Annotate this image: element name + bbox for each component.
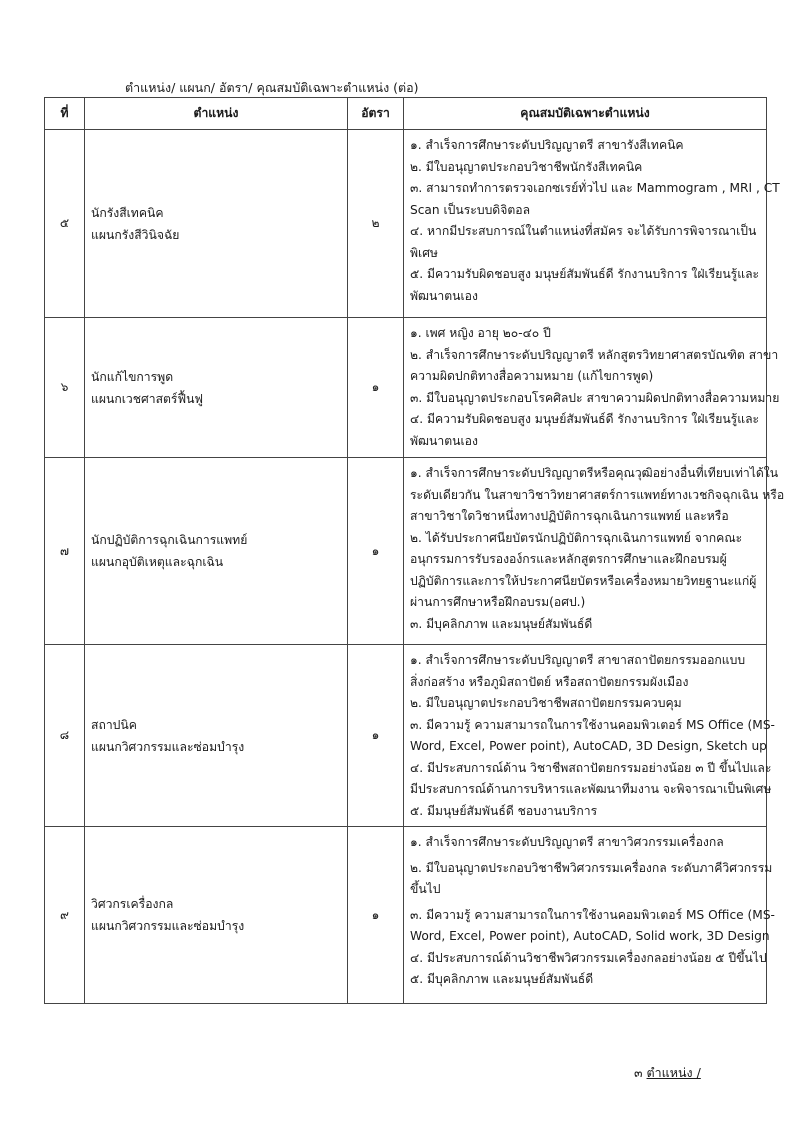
qualification-line: ระดับเดียวกัน ในสาขาวิชาวิทยาศาสตร์การแพทย์ทางเวชกิจฉุกเฉิน หรือ (410, 487, 785, 502)
qualification-line: ๑. สำเร็จการศึกษาระดับปริญญาตรี สาขารังสีเทคนิค (410, 138, 684, 152)
table-row (45, 458, 767, 645)
qualification-line: ๔. หากมีประสบการณ์ในตำแหน่งที่สมัคร จะได้รับการพิจารณาเป็น (410, 224, 757, 238)
qualifications-cell (404, 645, 775, 827)
row-number: ๘ (45, 645, 85, 827)
header-position: ตำแหน่ง (85, 98, 348, 130)
department-name: แผนกรังสีวินิจฉัย (91, 227, 180, 242)
qualification-line: ๓. สามารถทำการตรวจเอกซเรย์ทั่วไป และ Mammogram , MRI , CT (410, 181, 780, 195)
qualification-line: ๔. มีความรับผิดชอบสูง มนุษย์สัมพันธ์ดี รักงานบริการ ใฝ่เรียนรู้และ (410, 412, 760, 426)
qualification-line: ๒. มีใบอนุญาตประกอบวิชาชีพวิศวกรรมเครื่องกล ระดับภาคีวิศวกรรม (410, 860, 773, 875)
qualification-line: ๓. มีบุคลิกภาพ และมนุษย์สัมพันธ์ดี (410, 616, 593, 631)
position-cell (85, 645, 348, 827)
qualification-line: ขึ้นไป (410, 882, 441, 896)
qualification-line: ๒. สำเร็จการศึกษาระดับปริญญาตรี หลักสูตรวิทยาศาสตรบัณฑิต สาขา (410, 347, 779, 362)
header-no: ที่ (45, 98, 85, 130)
qualification-line: ๕. มีมนุษย์สัมพันธ์ดี ชอบงานบริการ (410, 803, 598, 818)
rate-cell: ๑ (348, 318, 404, 458)
qualification-line: ๕. มีความรับผิดชอบสูง มนุษย์สัมพันธ์ดี รักงานบริการ ใฝ่เรียนรู้และ (410, 267, 760, 281)
rate-cell: ๒ (348, 130, 404, 318)
position-cell (85, 318, 348, 458)
position-title: นักรังสีเทคนิค (91, 205, 164, 220)
row-number: ๖ (45, 318, 85, 458)
qualification-line: พิเศษ (410, 245, 438, 260)
rate-cell: ๑ (348, 458, 404, 645)
position-cell (85, 130, 348, 318)
table-row (45, 130, 767, 318)
position-title: สถาปนิค (91, 717, 137, 732)
header-rate: อัตรา (348, 98, 404, 130)
rate-cell: ๑ (348, 827, 404, 1004)
footer-number: ๓ (634, 1065, 643, 1080)
qualification-line: มีประสบการณ์ด้านการบริหารและพัฒนาทีมงาน จะพิจารณาเป็นพิเศษ (410, 782, 772, 796)
qualification-line: อนุกรรมการรับรององ์กรและหลักสูตรการศึกษาและฝึกอบรมผู้ (410, 552, 727, 566)
department-name: แผนกอุบัติเหตุและฉุกเฉิน (91, 555, 224, 569)
position-title: วิศวกรเครื่องกล (91, 897, 174, 911)
position-cell (85, 827, 348, 1004)
page-header: ตำแหน่ง/ แผนก/ อัตรา/ คุณสมบัติเฉพาะตำแหน่ง (ต่อ) (125, 80, 419, 95)
rate-cell: ๑ (348, 645, 404, 827)
positions-table (44, 97, 785, 1004)
continuation-note (634, 1063, 701, 1083)
footer-continuation-link[interactable]: ตำแหน่ง / (646, 1065, 701, 1080)
qualifications-cell (404, 318, 780, 458)
qualification-line: ๔. มีประสบการณ์ด้าน วิชาชีพสถาปัตยกรรมอย่างน้อย ๓ ปี ขึ้นไปและ (410, 760, 772, 775)
table-row (45, 827, 767, 1004)
qualification-line: พัฒนาตนเอง (410, 433, 478, 448)
qualification-line: ๑. สำเร็จการศึกษาระดับปริญญาตรี สาขาสถาปัตยกรรมออกแบบ (410, 653, 746, 667)
qualification-line: ความผิดปกติทางสื่อความหมาย (แก้ไขการพูด) (410, 369, 654, 383)
position-title: นักปฏิบัติการฉุกเฉินการแพทย์ (91, 533, 248, 547)
qualification-line: ๓. มีความรู้ ความสามารถในการใช้งานคอมพิวเตอร์ MS Office (MS- (410, 717, 775, 732)
qualification-line: ๓. มีความรู้ ความสามารถในการใช้งานคอมพิวเตอร์ MS Office (MS- (410, 907, 775, 922)
qualifications-cell (404, 130, 780, 318)
header-qualifications: คุณสมบัติเฉพาะตำแหน่ง (404, 98, 767, 130)
row-number: ๙ (45, 827, 85, 1004)
qualification-line: ๒. มีใบอนุญาตประกอบวิชาชีพนักรังสีเทคนิค (410, 159, 643, 174)
qualification-line: ผ่านการศึกษาหรือฝึกอบรม(อศป.) (410, 595, 586, 609)
qualification-line: สิ่งก่อสร้าง หรือภูมิสถาปัตย์ หรือสถาปัตยกรรมผังเมือง (410, 674, 689, 689)
table-row (45, 645, 767, 827)
qualification-line: ปฏิบัติการและการให้ประกาศนียบัตรหรือเครื่องหมายวิทยฐานะแก่ผู้ (410, 573, 757, 588)
qualification-line: ๑. สำเร็จการศึกษาระดับปริญญาตรี สาขาวิศวกรรมเครื่องกล (410, 835, 724, 849)
qualification-line: ๔. มีประสบการณ์ด้านวิชาชีพวิศวกรรมเครื่องกลอย่างน้อย ๕ ปีขึ้นไป (410, 950, 767, 965)
qualification-line: สาขาวิชาใดวิชาหนึ่งทางปฏิบัติการฉุกเฉินการแพทย์ และหรือ (410, 509, 729, 523)
qualification-line: ๒. ได้รับประกาศนียบัตรนักปฏิบัติการฉุกเฉินการแพทย์ จากคณะ (410, 530, 743, 545)
department-name: แผนกวิศวกรรมและซ่อมบำรุง (91, 919, 245, 933)
row-number: ๕ (45, 130, 85, 318)
qualification-line: ๓. มีใบอนุญาตประกอบโรคศิลปะ สาขาความผิดปกติทางสื่อความหมาย (410, 390, 780, 405)
department-name: แผนกวิศวกรรมและซ่อมบำรุง (91, 739, 245, 754)
table-header-row (45, 98, 767, 130)
row-number: ๗ (45, 458, 85, 645)
qualification-line: ๑. สำเร็จการศึกษาระดับปริญญาตรีหรือคุณวุฒิอย่างอื่นที่เทียบเท่าได้ใน (410, 466, 779, 480)
qualifications-cell (404, 827, 775, 1004)
qualifications-cell (404, 458, 785, 645)
qualification-line: Scan เป็นระบบดิจิตอล (410, 202, 531, 217)
qualification-line: Word, Excel, Power point), AutoCAD, 3D Design, Sketch up (410, 739, 767, 753)
qualification-line: Word, Excel, Power point), AutoCAD, Solid work, 3D Design (410, 929, 770, 943)
table-row (45, 318, 767, 458)
department-name: แผนกเวชศาสตร์ฟื้นฟู (91, 391, 204, 406)
position-cell (85, 458, 348, 645)
qualification-line: ๒. มีใบอนุญาตประกอบวิชาชีพสถาปัตยกรรมควบคุม (410, 696, 682, 710)
position-title: นักแก้ไขการพูด (91, 369, 174, 384)
qualification-line: พัฒนาตนเอง (410, 288, 478, 303)
qualification-line: ๑. เพศ หญิง อายุ ๒๐-๔๐ ปี (410, 326, 551, 340)
qualification-line: ๕. มีบุคลิกภาพ และมนุษย์สัมพันธ์ดี (410, 972, 594, 986)
